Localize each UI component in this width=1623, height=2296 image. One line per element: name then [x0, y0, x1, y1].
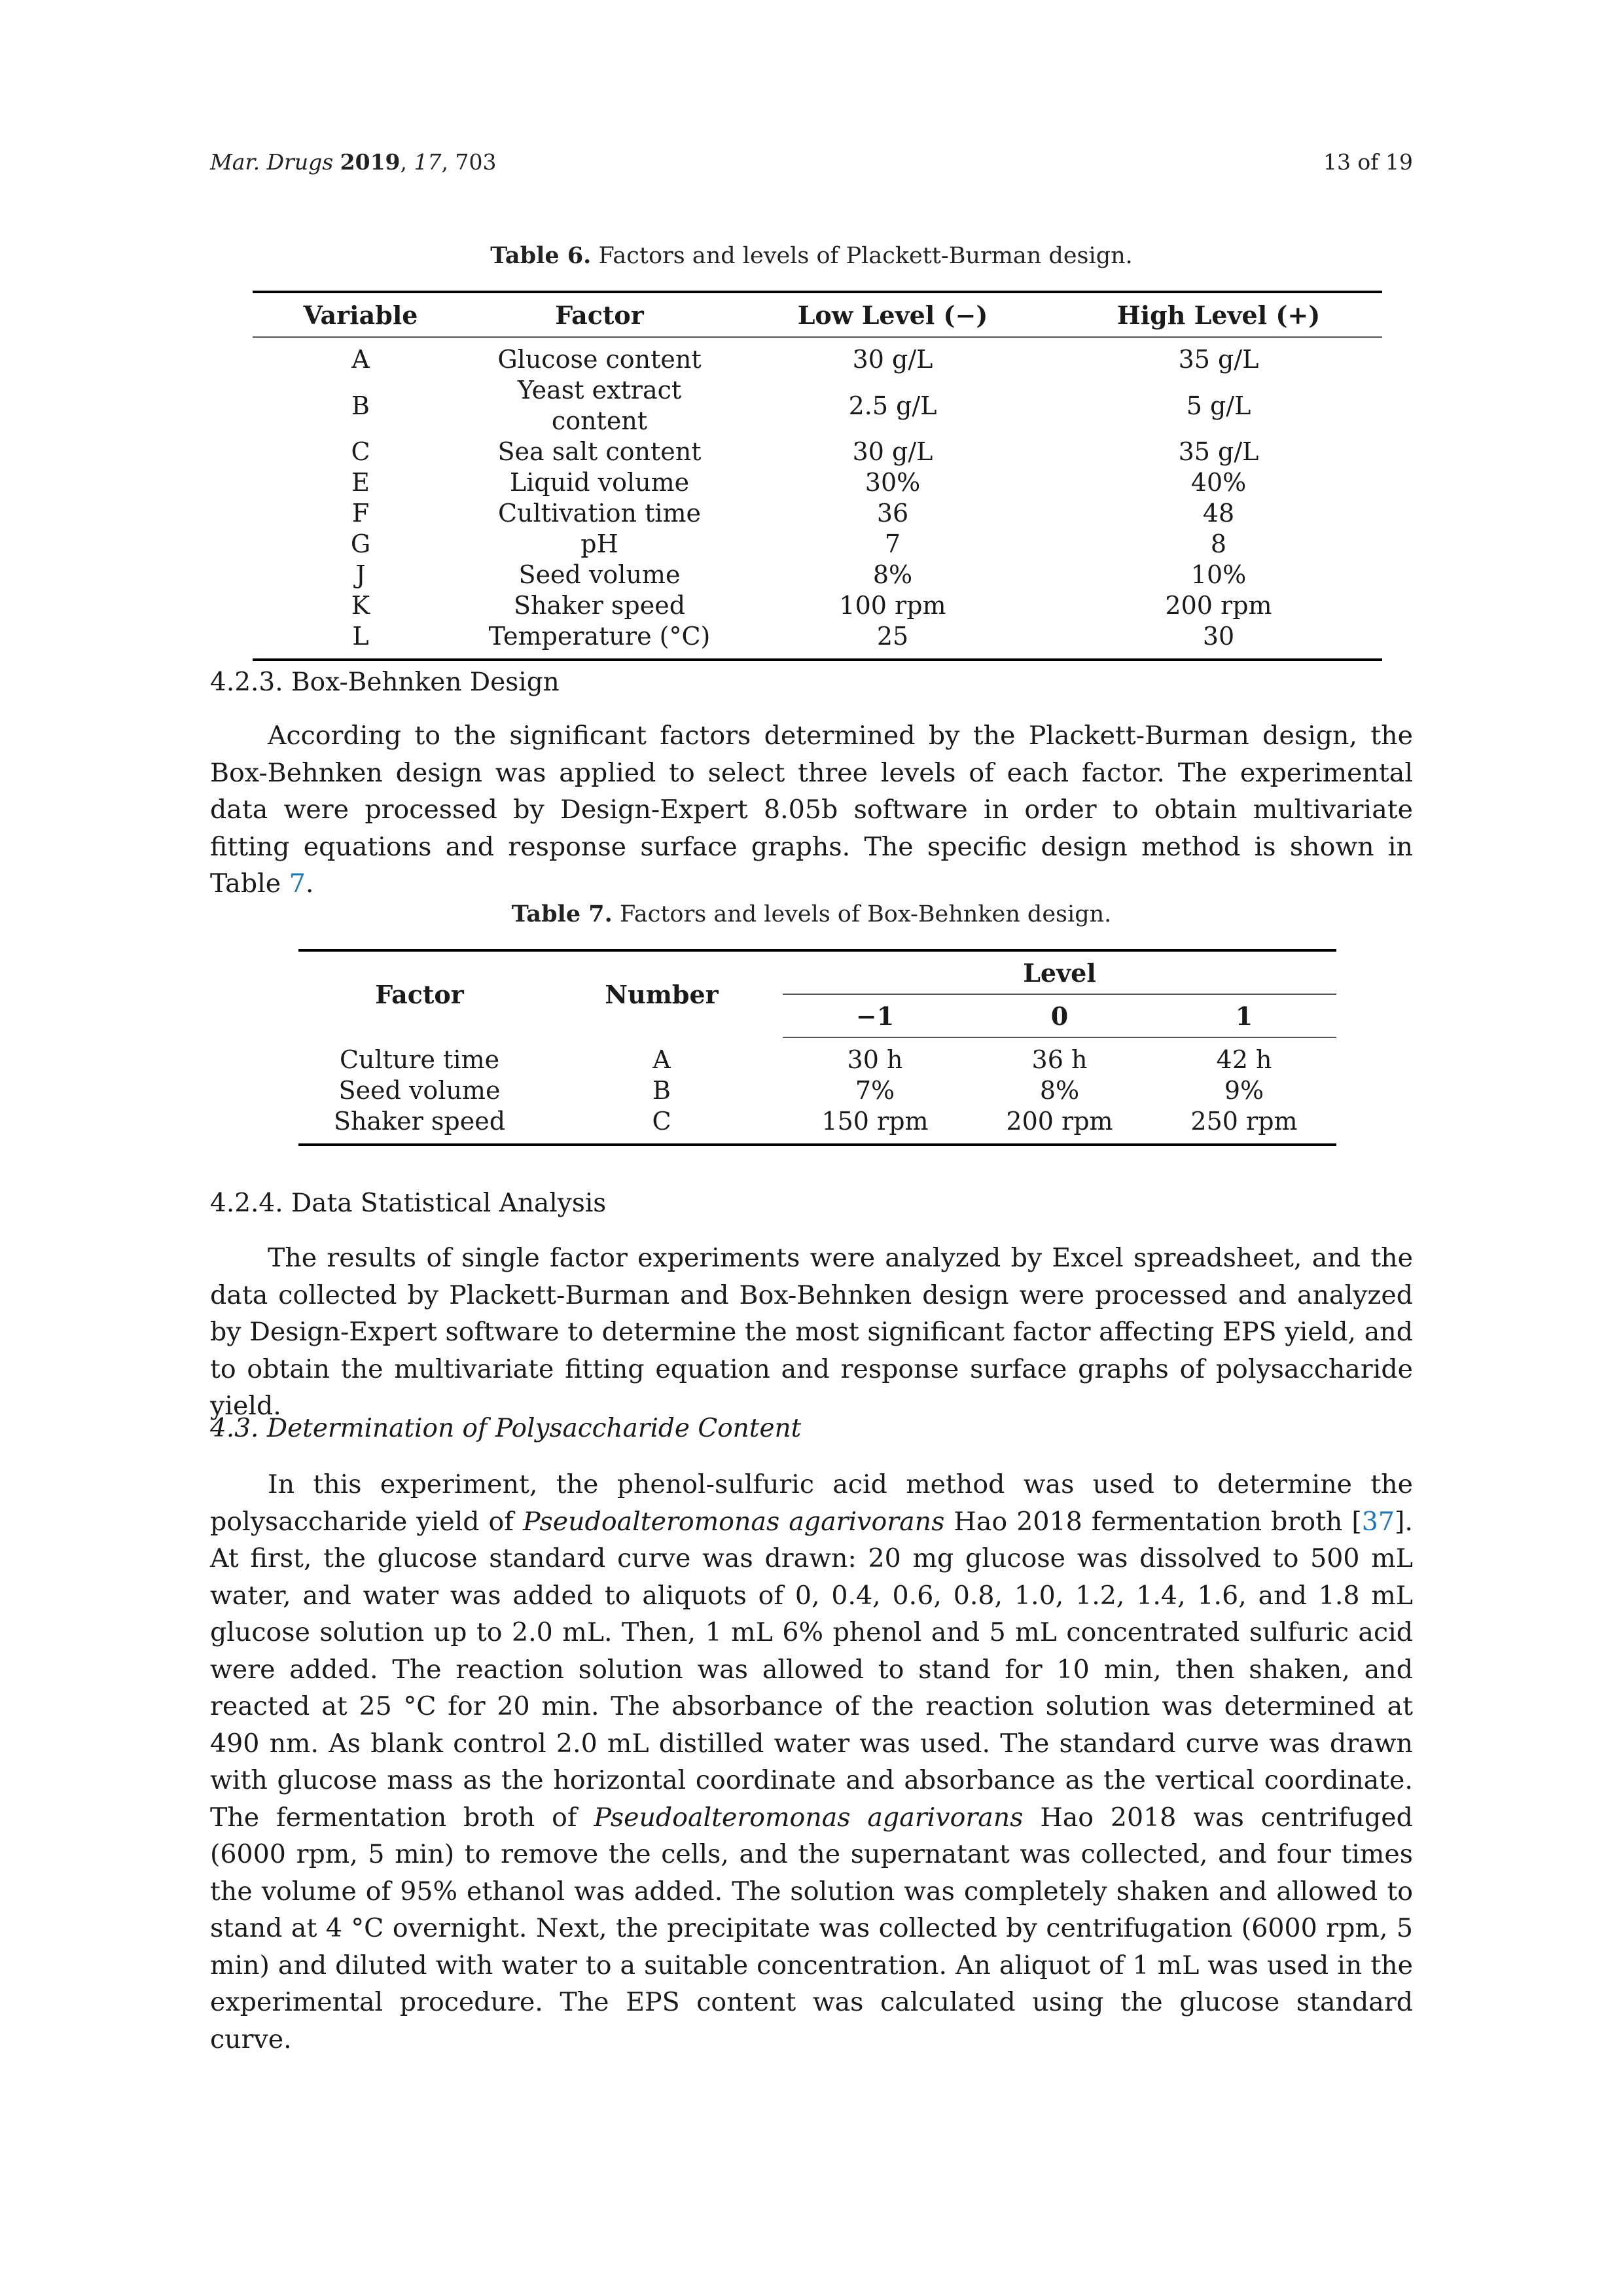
- table-cell: L: [253, 621, 469, 660]
- table7-col-level: Level: [783, 950, 1336, 994]
- table-cell: A: [652, 1045, 671, 1074]
- table-row: [253, 621, 1382, 660]
- table-cell: Temperature (°C): [469, 621, 730, 660]
- table-row: [253, 529, 1382, 560]
- table-cell: G: [350, 529, 371, 558]
- section-heading-4-2-4: 4.2.4. Data Statistical Analysis: [210, 1189, 607, 1218]
- table-cell: 150 rpm: [783, 1106, 967, 1145]
- table-cell: 42 h: [1216, 1045, 1272, 1074]
- table-row: [253, 590, 1382, 621]
- table-row: [253, 337, 1382, 375]
- table-row: [298, 1037, 1336, 1075]
- table-cell: 30 g/L: [852, 437, 933, 466]
- table7-title: Factors and levels of Box-Behnken design.: [619, 901, 1112, 927]
- table-cell: 7: [884, 529, 901, 558]
- table-cell: B: [351, 391, 370, 420]
- table-cell: 9%: [1224, 1076, 1264, 1105]
- table-cell: 35 g/L: [1178, 345, 1259, 374]
- journal-citation: Mar. Drugs 2019, 17, 703: [210, 149, 497, 175]
- table-cell: K: [351, 591, 370, 620]
- table-cell: 36: [876, 499, 909, 528]
- table-cell: C: [351, 437, 370, 466]
- table-cell: 25: [730, 621, 1055, 660]
- table-cell: Liquid volume: [509, 468, 690, 497]
- table7-label: Table 7.: [511, 901, 613, 927]
- paragraph-text: Hao 2018 was centrifuged (6000 rpm, 5 min) to remove the cells, and the supernatant was collected, and four times the volume of 95% ethanol was added. The solution was completely shaken and allowed to stand at 4 °C overnight. Next, the precipitate was collected by centrifugation (6000 rpm, 5 min) and diluted with water to a suitable concentration. An aliquot of 1 mL was used in the experimental procedure. The EPS content was calculated using the glucose standard curve.: [210, 1802, 1413, 2054]
- table-row: [253, 467, 1382, 498]
- paragraph-text: According to the significant factors determined by the Plackett-Burman design, the Box-Behnken design was applied to select three levels of each factor. The experimental data were processed by Design-Expert 8.05b software in order to obtain multivariate fitting equations and response surface graphs. The specific design method is shown in Table: [210, 721, 1413, 899]
- table7-level-1: 1: [1152, 994, 1336, 1037]
- table-row: [298, 1075, 1336, 1106]
- table-cell: 8%: [1039, 1076, 1080, 1105]
- section-4-2-4-paragraph: The results of single factor experiments were analyzed by Excel spreadsheet, and the data collected by Plackett-Burman and Box-Behnken design were processed and analyzed by Design-Expert software to determine the most significant factor affecting EPS yield, and to obtain the multivariate fitting equation and response surface graphs of polysaccharide yield.: [210, 1243, 1413, 1421]
- running-header: [210, 149, 1413, 175]
- section-heading-4-3: 4.3. Determination of Polysaccharide Content: [210, 1414, 802, 1443]
- table-row: [298, 1106, 1336, 1145]
- section-4-3-paragraph: [210, 1466, 1413, 2058]
- table6-label: Table 6.: [490, 242, 592, 269]
- table-cell: Seed volume: [518, 560, 681, 589]
- table-cell: 10%: [1190, 560, 1247, 589]
- table-cell: 5 g/L: [1186, 391, 1251, 420]
- table6-col-factor: Factor: [469, 292, 730, 337]
- table-cell: 8: [1210, 529, 1227, 558]
- table-cell: Seed volume: [338, 1076, 501, 1105]
- table-cell: Cultivation time: [497, 499, 702, 528]
- paragraph-text: In this experiment, the phenol-sulfuric acid method was used to determine the polysaccharide yield of: [210, 1469, 1413, 1537]
- table-cell: 30: [1055, 621, 1382, 660]
- table-cell: 7%: [855, 1076, 895, 1105]
- citation-link[interactable]: 37: [1361, 1506, 1395, 1537]
- table7-col-factor: Factor: [298, 950, 541, 1037]
- table-row: [253, 560, 1382, 590]
- table-cell: 30 h: [847, 1045, 903, 1074]
- table-row: [253, 498, 1382, 529]
- table-cell: A: [351, 345, 370, 374]
- table-cell: Culture time: [339, 1045, 500, 1074]
- table-cell: 200 rpm: [1165, 591, 1272, 620]
- table-cell: J: [355, 560, 366, 589]
- table-cell: 2.5 g/L: [848, 391, 937, 420]
- table7: [298, 949, 1336, 1146]
- table-cell: B: [652, 1076, 671, 1105]
- table7-reference-link[interactable]: 7: [289, 869, 306, 899]
- paragraph-text: ]. At first, the glucose standard curve was drawn: 20 mg glucose was dissolved to 500 mL water, and water was added to aliquots of 0, 0.4, 0.6, 0.8, 1.0, 1.2, 1.4, 1.6, and 1.8 mL glucose solution up to 2.0 mL. Then, 1 mL 6% phenol and 5 mL concentrated sulfuric acid were added. The reaction solution was allowed to stand for 10 min, then shaken, and reacted at 25 °C for 20 min. The absorbance of the reaction solution was determined at 490 nm. As blank control 2.0 mL distilled water was used. The standard curve was drawn with glucose mass as the horizontal coordinate and absorbance as the vertical coordinate. The fermentation broth of: [210, 1506, 1413, 1833]
- paragraph-end: .: [305, 869, 314, 899]
- section-heading-4-2-3: 4.2.3. Box-Behnken Design: [210, 668, 560, 697]
- table-cell: Sea salt content: [497, 437, 702, 466]
- table-cell: pH: [580, 529, 618, 558]
- table-cell: C: [541, 1106, 783, 1145]
- table-cell: 8%: [872, 560, 913, 589]
- table6-header-row: [253, 292, 1382, 337]
- table-cell: 200 rpm: [967, 1106, 1152, 1145]
- table7-caption: [0, 901, 1623, 927]
- table-cell: 30 g/L: [852, 345, 933, 374]
- species-name: Pseudoalteromonas agarivorans: [594, 1802, 1024, 1833]
- table-cell: E: [351, 468, 370, 497]
- page-number: 13 of 19: [1323, 149, 1413, 175]
- table7-level-0: 0: [967, 994, 1152, 1037]
- table7-level-minus1: −1: [783, 994, 967, 1037]
- table6-col-high: High Level (+): [1055, 292, 1382, 337]
- table-row: [253, 375, 1382, 437]
- table6-col-variable: Variable: [253, 292, 469, 337]
- table7-header-row: [298, 950, 1336, 994]
- table-cell: 100 rpm: [839, 591, 946, 620]
- table-cell: 36 h: [1031, 1045, 1088, 1074]
- table-cell: 30%: [865, 468, 921, 497]
- table6: [253, 291, 1382, 661]
- table6-caption: [0, 242, 1623, 269]
- table-cell: Yeast extract content: [517, 376, 682, 435]
- paragraph-text: Hao 2018 fermentation broth [: [944, 1506, 1362, 1537]
- table-cell: Glucose content: [497, 345, 702, 374]
- table6-title: Factors and levels of Plackett-Burman design.: [598, 243, 1133, 269]
- table-cell: 35 g/L: [1178, 437, 1259, 466]
- table-row: [253, 437, 1382, 467]
- species-name: Pseudoalteromonas agarivorans: [522, 1506, 945, 1537]
- table-cell: Shaker speed: [298, 1106, 541, 1145]
- journal-volume: 17: [414, 149, 442, 175]
- table-cell: Shaker speed: [513, 591, 686, 620]
- table-cell: 48: [1202, 499, 1235, 528]
- table-cell: 40%: [1190, 468, 1247, 497]
- section-4-2-3-paragraph: [210, 717, 1413, 903]
- table-cell: F: [351, 499, 370, 528]
- journal-year: 2019: [340, 149, 401, 175]
- table-cell: 250 rpm: [1152, 1106, 1336, 1145]
- table6-col-low: Low Level (−): [730, 292, 1055, 337]
- article-number: 703: [455, 149, 497, 175]
- journal-name: Mar. Drugs: [210, 149, 334, 175]
- table7-col-number: Number: [541, 950, 783, 1037]
